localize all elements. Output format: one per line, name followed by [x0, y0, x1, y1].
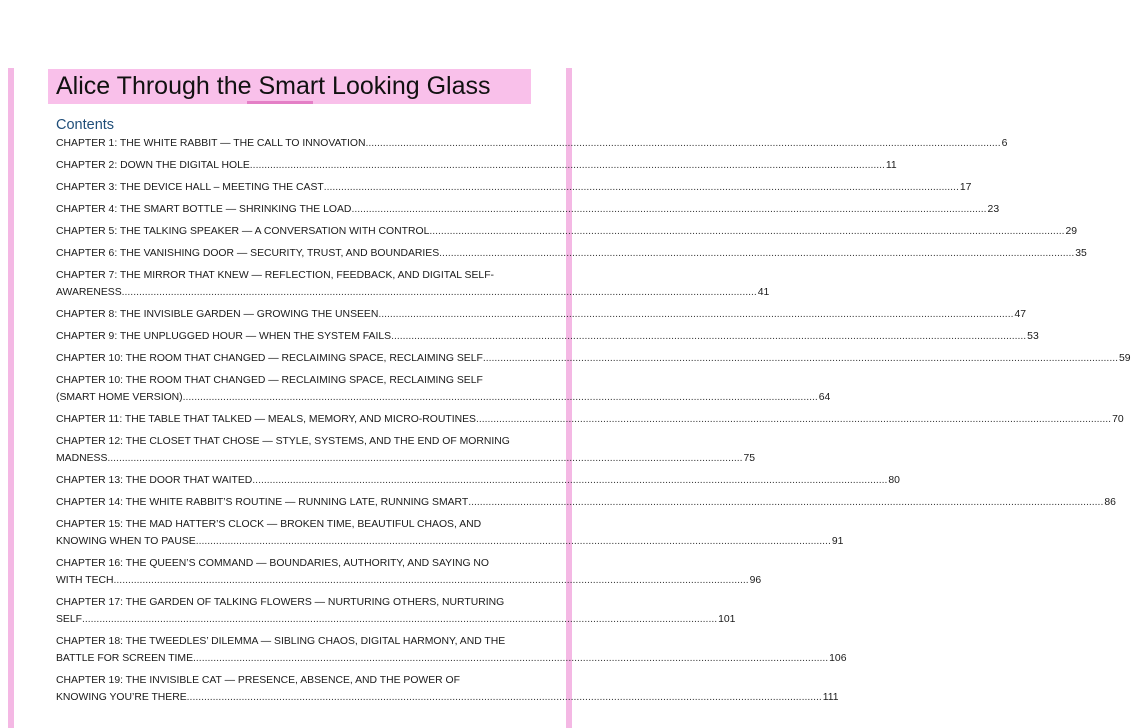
toc-page-number: 17: [959, 182, 972, 193]
toc-entry[interactable]: [56, 179, 972, 196]
page-border-left: [8, 68, 14, 728]
toc-entry-title: (SMART HOME VERSION): [56, 392, 183, 403]
toc-page-number: 106: [829, 653, 847, 664]
contents-heading: Contents: [56, 117, 115, 133]
toc-page-number: 101: [718, 614, 736, 625]
toc-entry[interactable]: [56, 201, 1000, 218]
toc-page-number: 6: [1001, 138, 1008, 149]
toc-page-number: 35: [1075, 248, 1087, 259]
toc-leader-dots: ............................................................................................................................................................................................................................: [475, 414, 1112, 425]
toc-entry-title: KNOWING YOU’RE THERE: [56, 692, 187, 703]
toc-page-number: 11: [885, 160, 897, 171]
toc-page-number: 41: [757, 287, 770, 298]
table-of-contents: [56, 135, 1131, 711]
toc-page-number: 86: [1104, 497, 1116, 508]
toc-leader-dots: ............................................................................................................................................................................................................................: [439, 248, 1075, 259]
toc-page-number: 59: [1118, 353, 1131, 364]
toc-entry-title: BATTLE FOR SCREEN TIME: [56, 653, 194, 664]
toc-entry-title: CHAPTER 13: THE DOOR THAT WAITED: [56, 475, 253, 486]
toc-entry-title: CHAPTER 3: THE DEVICE HALL – MEETING THE CAST: [56, 182, 324, 193]
toc-page-number: 96: [749, 575, 762, 586]
toc-page-number: 29: [1065, 226, 1078, 237]
toc-leader-dots: ............................................................................................................................................................................................................................: [193, 653, 829, 664]
toc-entry-title: CHAPTER 17: THE GARDEN OF TALKING FLOWERS — NURTURING OTHERS, NURTURING: [56, 597, 505, 608]
toc-leader-dots: ............................................................................................................................................................................................................................: [182, 392, 818, 403]
toc-entry[interactable]: [56, 245, 1087, 262]
toc-leader-dots: ............................................................................................................................................................................................................................: [107, 453, 743, 464]
toc-leader-dots: ............................................................................................................................................................................................................................: [378, 309, 1014, 320]
toc-entry-title: AWARENESS: [56, 287, 122, 298]
toc-leader-dots: ............................................................................................................................................................................................................................: [195, 536, 831, 547]
toc-entry[interactable]: [56, 135, 1008, 152]
toc-entry[interactable]: [56, 328, 1039, 345]
toc-entry-title: CHAPTER 14: THE WHITE RABBIT’S ROUTINE — RUNNING LATE, RUNNING SMART: [56, 497, 469, 508]
toc-entry-title: CHAPTER 6: THE VANISHING DOOR — SECURITY, TRUST, AND BOUNDARIES: [56, 248, 440, 259]
toc-entry-title: CHAPTER 18: THE TWEEDLES’ DILEMMA — SIBLING CHAOS, DIGITAL HARMONY, AND THE: [56, 636, 506, 647]
toc-leader-dots: ............................................................................................................................................................................................................................: [391, 331, 1027, 342]
toc-leader-dots: ............................................................................................................................................................................................................................: [429, 226, 1065, 237]
toc-entry-title: CHAPTER 19: THE INVISIBLE CAT — PRESENCE, ABSENCE, AND THE POWER OF: [56, 675, 460, 686]
toc-entry[interactable]: [56, 633, 847, 667]
toc-entry-title: CHAPTER 8: THE INVISIBLE GARDEN — GROWING THE UNSEEN: [56, 309, 379, 320]
toc-entry-title: CHAPTER 16: THE QUEEN’S COMMAND — BOUNDARIES, AUTHORITY, AND SAYING NO: [56, 558, 490, 569]
toc-leader-dots: ............................................................................................................................................................................................................................: [365, 138, 1001, 149]
document-title: Alice Through the Smart Looking Glass: [56, 72, 491, 100]
toc-entry-title: CHAPTER 5: THE TALKING SPEAKER — A CONVERSATION WITH CONTROL: [56, 226, 430, 237]
toc-entry-title: CHAPTER 4: THE SMART BOTTLE — SHRINKING THE LOAD: [56, 204, 352, 215]
toc-entry-title: CHAPTER 15: THE MAD HATTER’S CLOCK — BROKEN TIME, BEAUTIFUL CHAOS, AND: [56, 519, 482, 530]
toc-entry-title: CHAPTER 7: THE MIRROR THAT KNEW — REFLECTION, FEEDBACK, AND DIGITAL SELF-: [56, 270, 495, 281]
toc-entry[interactable]: [56, 672, 839, 706]
toc-leader-dots: ............................................................................................................................................................................................................................: [482, 353, 1118, 364]
toc-leader-dots: ............................................................................................................................................................................................................................: [351, 204, 987, 215]
toc-leader-dots: ............................................................................................................................................................................................................................: [186, 692, 822, 703]
toc-entry[interactable]: [56, 306, 1027, 323]
toc-leader-dots: ............................................................................................................................................................................................................................: [252, 475, 888, 486]
toc-entry[interactable]: [56, 223, 1078, 240]
toc-entry[interactable]: [56, 594, 736, 628]
toc-entry[interactable]: [56, 157, 897, 174]
toc-entry[interactable]: [56, 555, 762, 589]
toc-page-number: 70: [1112, 414, 1124, 425]
toc-entry-title: CHAPTER 12: THE CLOSET THAT CHOSE — STYLE, SYSTEMS, AND THE END OF MORNING: [56, 436, 510, 447]
toc-page-number: 75: [743, 453, 756, 464]
toc-page-number: 23: [987, 204, 1000, 215]
toc-entry-title: MADNESS: [56, 453, 108, 464]
toc-entry-title: CHAPTER 10: THE ROOM THAT CHANGED — RECLAIMING SPACE, RECLAIMING SELF: [56, 353, 483, 364]
toc-page-number: 47: [1014, 309, 1027, 320]
toc-page-number: 53: [1027, 331, 1039, 342]
toc-entry[interactable]: [56, 472, 900, 489]
toc-entry[interactable]: [56, 411, 1124, 428]
toc-entry[interactable]: [56, 267, 770, 301]
toc-page-number: 80: [888, 475, 900, 486]
toc-entry-title: CHAPTER 9: THE UNPLUGGED HOUR — WHEN THE SYSTEM FAILS: [56, 331, 392, 342]
toc-leader-dots: ............................................................................................................................................................................................................................: [82, 614, 718, 625]
toc-entry-title: CHAPTER 11: THE TABLE THAT TALKED — MEALS, MEMORY, AND MICRO-ROUTINES: [56, 414, 476, 425]
toc-leader-dots: ............................................................................................................................................................................................................................: [468, 497, 1104, 508]
toc-page-number: 64: [818, 392, 831, 403]
toc-entry[interactable]: [56, 433, 756, 467]
toc-entry-title: CHAPTER 1: THE WHITE RABBIT — THE CALL TO INNOVATION: [56, 138, 366, 149]
toc-entry-title: SELF: [56, 614, 82, 625]
spellcheck-underline: [247, 101, 313, 104]
toc-entry[interactable]: [56, 372, 831, 406]
toc-leader-dots: ............................................................................................................................................................................................................................: [323, 182, 959, 193]
toc-leader-dots: ............................................................................................................................................................................................................................: [249, 160, 885, 171]
toc-entry[interactable]: [56, 516, 844, 550]
toc-leader-dots: ............................................................................................................................................................................................................................: [121, 287, 757, 298]
toc-entry-title: CHAPTER 2: DOWN THE DIGITAL HOLE: [56, 160, 250, 171]
toc-entry[interactable]: [56, 494, 1116, 511]
toc-entry-title: CHAPTER 10: THE ROOM THAT CHANGED — RECLAIMING SPACE, RECLAIMING SELF: [56, 375, 483, 386]
toc-leader-dots: ............................................................................................................................................................................................................................: [113, 575, 749, 586]
toc-page-number: 91: [831, 536, 844, 547]
toc-entry[interactable]: [56, 350, 1131, 367]
toc-entry-title: KNOWING WHEN TO PAUSE: [56, 536, 196, 547]
toc-page-number: 111: [822, 692, 839, 703]
toc-entry-title: WITH TECH: [56, 575, 114, 586]
